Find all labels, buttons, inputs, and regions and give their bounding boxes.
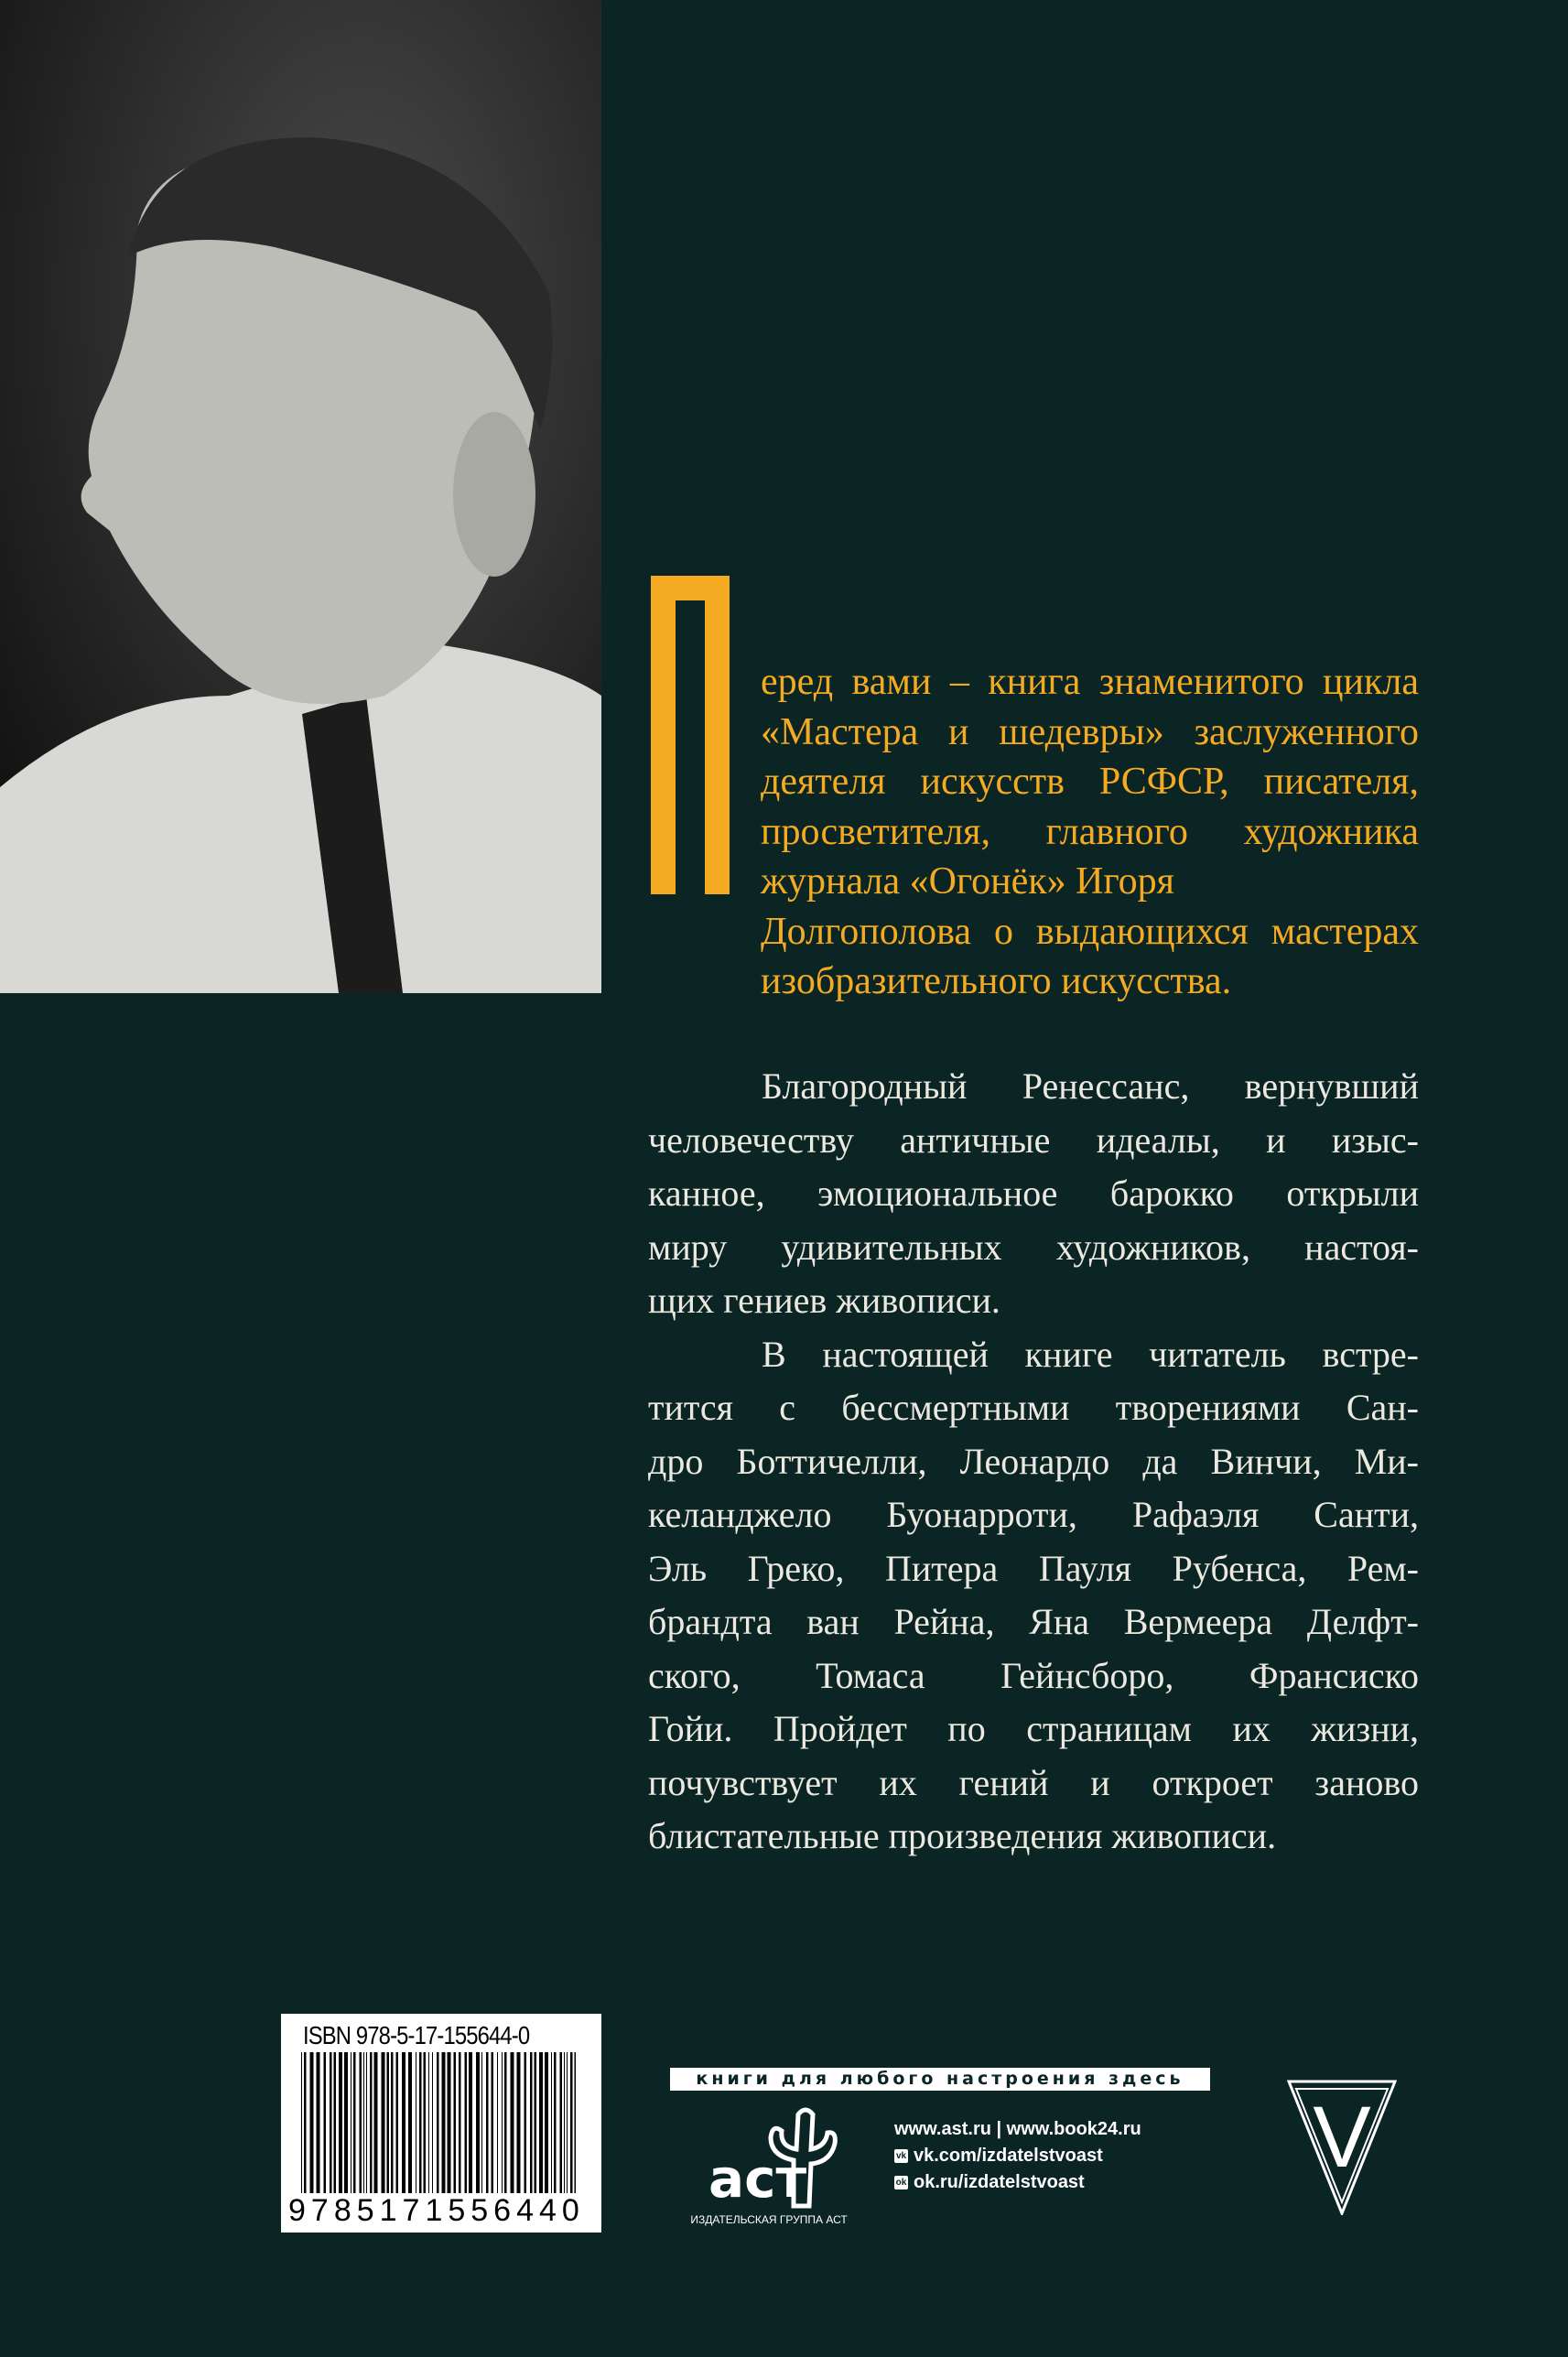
barcode-bar (330, 2052, 332, 2208)
barcode-bar (442, 2052, 446, 2208)
barcode-bar (511, 2052, 514, 2208)
websites-link[interactable]: www.ast.ru | www.book24.ru (894, 2119, 1141, 2139)
barcode-bar (469, 2052, 472, 2208)
barcode-bar (551, 2052, 552, 2208)
publisher-links (894, 2116, 1141, 2196)
barcode-bar (454, 2052, 457, 2208)
barcode-bar (317, 2052, 320, 2208)
barcode-bar (481, 2052, 482, 2208)
body-line: Эль Греко, Питера Пауля Рубенса, Рем- (648, 1547, 1419, 1589)
barcode-bar (570, 2052, 573, 2208)
barcode-bar (545, 2052, 548, 2208)
portrait-image (0, 0, 601, 993)
barcode-bar (360, 2052, 362, 2208)
intro-line: журнала «Огонёк» Игоря (761, 860, 1174, 903)
body-line: тится с бессмертными творениями Сан- (648, 1387, 1419, 1428)
barcode-bar (370, 2052, 373, 2208)
intro-line: деятеля искусств РСФСР, писателя, (761, 761, 1419, 803)
ast-logo-text: аст (708, 2147, 807, 2210)
body-line: келанджело Буонарроти, Рафаэля Санти, (648, 1494, 1419, 1535)
barcode-bar (539, 2052, 543, 2208)
barcode-bar (396, 2052, 399, 2208)
body-line: ского, Томаса Гейнсборо, Франсиско (648, 1654, 1419, 1696)
barcode-bar (564, 2052, 565, 2208)
barcode-bar (419, 2052, 422, 2208)
vk-link[interactable]: vk.com/izdatelstvoast (914, 2146, 1103, 2166)
imprint-letter: V (1313, 2089, 1371, 2186)
barcode (301, 2052, 576, 2208)
author-portrait-photo (0, 0, 601, 993)
barcode-bar (324, 2052, 327, 2208)
barcode-bar (497, 2052, 498, 2208)
barcode-bar (310, 2052, 314, 2208)
ast-logo (707, 2105, 844, 2215)
body-line: дро Боттичелли, Леонардо да Винчи, Ми- (648, 1440, 1419, 1482)
body-line: почувствует их гений и откроет заново (648, 1761, 1419, 1803)
body-line: Благородный Ренессанс, вернувший (762, 1065, 1419, 1107)
body-line: канное, эмоциональное барокко открыли (648, 1173, 1419, 1214)
body-line: Гойи. Пройдет по страницам их жизни, (648, 1708, 1419, 1749)
intro-paragraph (761, 657, 1419, 1007)
barcode-bar (502, 2052, 503, 2208)
barcode-bar (567, 2052, 568, 2208)
publisher-caption: ИЗДАТЕЛЬСКАЯ ГРУППА АСТ (690, 2213, 848, 2226)
barcode-bar (424, 2052, 427, 2208)
barcode-bar (366, 2052, 367, 2208)
imprint-v-logo (1287, 2080, 1397, 2220)
barcode-bar (382, 2052, 385, 2208)
barcode-bar (524, 2052, 527, 2208)
barcode-bar (353, 2052, 356, 2208)
intro-line: еред вами – книга знаменитого цикла (761, 661, 1419, 703)
barcode-bar (428, 2052, 429, 2208)
barcode-bar (517, 2052, 521, 2208)
body-line: миру удивительных художников, настоя- (648, 1226, 1419, 1268)
barcode-bar (387, 2052, 390, 2208)
description-text (648, 1060, 1419, 1864)
intro-line: изобразительного искусства. (761, 960, 1232, 1002)
barcode-bar (408, 2052, 412, 2208)
barcode-bar (459, 2052, 461, 2208)
barcode-bar (344, 2052, 348, 2208)
barcode-bar (476, 2052, 480, 2208)
ok-icon: ok (895, 2178, 907, 2188)
barcode-bar (437, 2052, 439, 2208)
body-line: В настоящей книге читатель встре- (762, 1333, 1419, 1375)
body-line: человечеству античные идеалы, и изыс- (648, 1119, 1419, 1161)
ok-link[interactable]: ok.ru/izdatelstvoast (914, 2172, 1085, 2192)
barcode-bar (486, 2052, 489, 2208)
intro-line: «Мастера и шедевры» заслуженного (761, 710, 1419, 753)
barcode-bar (554, 2052, 557, 2208)
barcode-bar (535, 2052, 537, 2208)
barcode-bar (402, 2052, 406, 2208)
barcode-bar (301, 2052, 302, 2208)
barcode-bar (391, 2052, 394, 2208)
barcode-bar (560, 2052, 563, 2208)
barcode-bar (334, 2052, 337, 2208)
barcode-bar (374, 2052, 378, 2208)
barcode-bar (304, 2052, 307, 2208)
ean-digits: 9785171556440 (288, 2193, 585, 2228)
barcode-bar (504, 2052, 507, 2208)
publisher-slogan: книги для любого настроения здесь (670, 2068, 1210, 2091)
barcode-bar (432, 2052, 433, 2208)
barcode-bar (448, 2052, 451, 2208)
body-line: брандта ван Рейна, Яна Вермеера Делфт- (648, 1601, 1419, 1642)
isbn-label: ISBN 978-5-17-155644-0 (303, 2021, 530, 2049)
intro-line: просветителя, главного художника (761, 810, 1419, 853)
body-line: щих гениев живописи. (648, 1280, 1000, 1321)
barcode-bar (363, 2052, 364, 2208)
barcode-bar (339, 2052, 342, 2208)
barcode-bar (530, 2052, 533, 2208)
body-line: блистательные произведения живописи. (648, 1815, 1277, 1856)
intro-line: Долгополова о выдающихся мастерах (761, 910, 1419, 953)
isbn-barcode-box (281, 2014, 601, 2233)
barcode-bar (575, 2052, 577, 2208)
vk-icon: vk (895, 2151, 907, 2161)
barcode-bar (492, 2052, 494, 2208)
drop-cap-letter (651, 576, 730, 894)
barcode-bar (465, 2052, 468, 2208)
